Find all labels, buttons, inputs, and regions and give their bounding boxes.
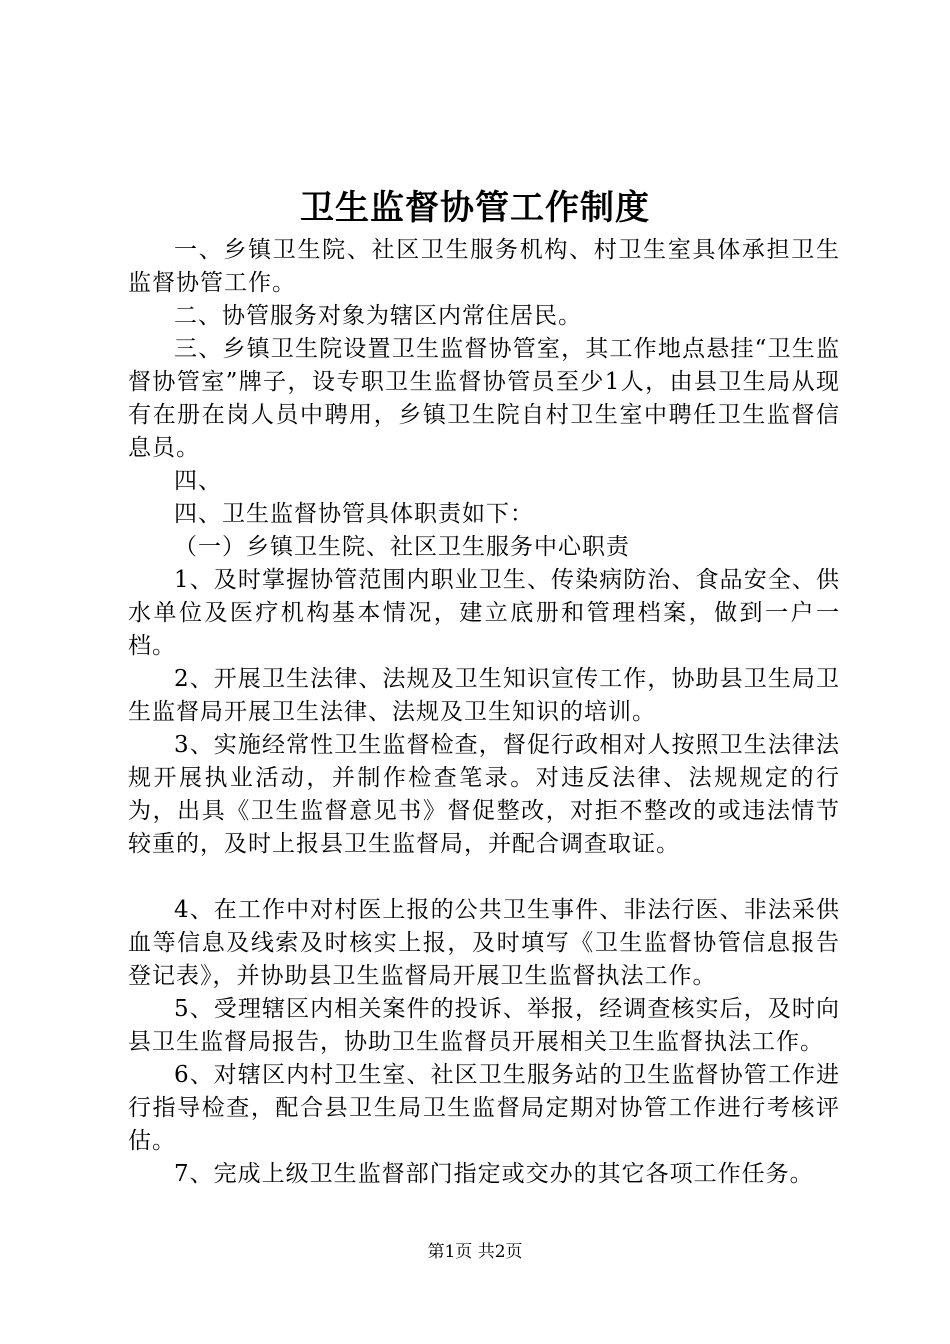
paragraph-4: 四、 <box>174 468 222 494</box>
paragraph-6: （一）乡镇卫生院、社区卫生服务中心职责 <box>174 534 630 560</box>
document-title: 卫生监督协管工作制度 <box>300 188 650 228</box>
paragraph-2: 二、协管服务对象为辖区内常住居民。 <box>174 303 582 329</box>
paragraph-12: 6、对辖区内村卫生室、社区卫生服务站的卫生监督协管工作进行指导检查，配合县卫生局卫生监督局定期对协管工作进行考核评估。 <box>128 1062 840 1154</box>
paragraph-8: 2、开展卫生法律、法规及卫生知识宣传工作，协助县卫生局卫生监督局开展卫生法律、法规及卫生知识的培训。 <box>128 666 840 725</box>
paragraph-3: 三、乡镇卫生院设置卫生监督协管室，其工作地点悬挂“卫生监督协管室”牌子，设专职卫生监督协管员至少1人，由县卫生局从现有在册在岗人员中聘用，乡镇卫生院自村卫生室中聘任卫生监督信息员。 <box>128 336 840 461</box>
paragraph-9: 3、实施经常性卫生监督检查，督促行政相对人按照卫生法律法规开展执业活动，并制作检查笔录。对违反法律、法规规定的行为，出具《卫生监督意见书》督促整改，对拒不整改的或违法情节较重的，及时上报县卫生监督局，并配合调查取证。 <box>128 732 840 857</box>
paragraph-7: 1、及时掌握协管范围内职业卫生、传染病防治、食品安全、供水单位及医疗机构基本情况，建立底册和管理档案，做到一户一档。 <box>128 567 840 659</box>
document-body <box>128 234 840 1191</box>
paragraph-13: 7、完成上级卫生监督部门指定或交办的其它各项工作任务。 <box>174 1161 814 1187</box>
paragraph-5: 四、卫生监督协管具体职责如下： <box>174 501 534 527</box>
paragraph-1: 一、乡镇卫生院、社区卫生服务机构、村卫生室具体承担卫生监督协管工作。 <box>128 237 840 296</box>
paragraph-10: 4、在工作中对村医上报的公共卫生事件、非法行医、非法采供血等信息及线索及时核实上报，及时填写《卫生监督协管信息报告登记表》，并协助县卫生监督局开展卫生监督执法工作。 <box>128 897 840 989</box>
page-footer: 第1页 共2页 <box>427 1242 523 1262</box>
paragraph-11: 5、受理辖区内相关案件的投诉、举报，经调查核实后，及时向县卫生监督局报告，协助卫生监督员开展相关卫生监督执法工作。 <box>128 996 840 1055</box>
